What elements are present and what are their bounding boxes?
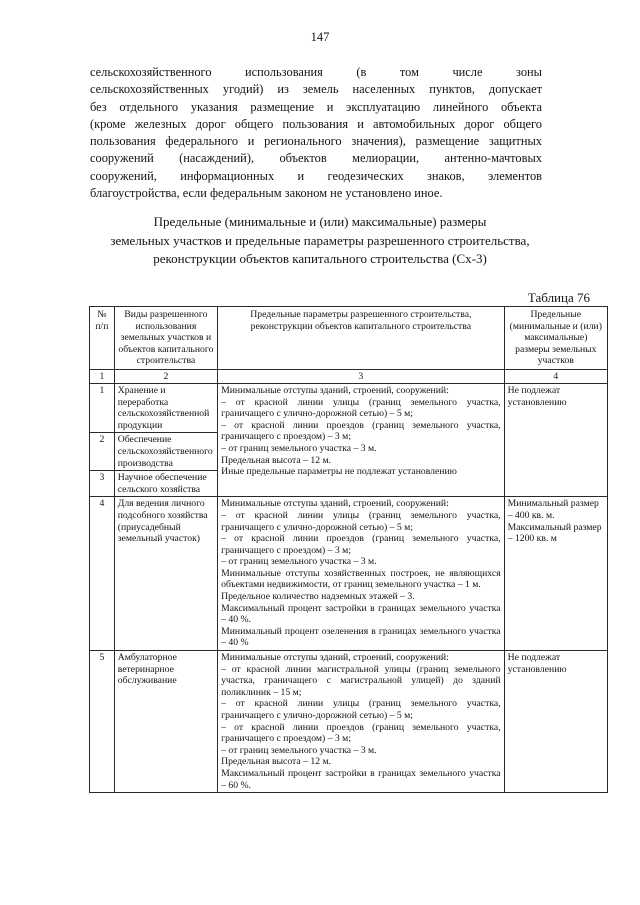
row-num: 1 <box>90 383 115 432</box>
param-line: – от границ земельного участка – 3 м. <box>221 744 377 756</box>
row-kind: Обеспечение сельскохозяйственного производства <box>114 433 217 471</box>
table-row <box>90 497 608 651</box>
intro-line: сооружений (насаждений), объектов мелиорации, антенно-мачтовых <box>90 151 542 166</box>
param-line: Минимальные отступы хозяйственных построек, не являющихся объектами недвижимости, от границ земельного участка – 1 м. <box>221 567 501 591</box>
header-num: № п/п <box>90 307 115 370</box>
param-line: Иные предельные параметры не подлежат установлению <box>221 466 457 478</box>
row-params <box>218 497 505 651</box>
param-line: Минимальные отступы зданий, строений, сооружений: <box>221 498 449 510</box>
intro-line: пользования федерального и регионального значения), размещение защитных <box>90 134 542 149</box>
row-num: 4 <box>90 497 115 651</box>
row-kind: Хранение и переработка сельскохозяйственной продукции <box>114 383 217 432</box>
row-params <box>218 651 505 793</box>
table-header-row <box>90 307 608 370</box>
row-num: 3 <box>90 471 115 497</box>
table-label: Таблица 76 <box>527 290 590 305</box>
regulations-table <box>89 306 608 793</box>
heading-line: земельных участков и предельные параметры разрешенного строительства, <box>110 232 530 248</box>
intro-paragraph <box>90 64 542 202</box>
intro-line: сельскохозяйственного использования (в том числе зоны <box>90 65 542 79</box>
intro-line: (кроме железных дорог общего пользования и автомобильных дорог общего <box>90 116 542 131</box>
header-sizes: Предельные (минимальные и (или) максимальные) размеры земельных участков <box>504 307 607 370</box>
param-line: Предельная высота – 12 м. <box>221 756 332 768</box>
param-line: – от красной линии проездов (границ земельного участка, граничащего с проездом) – 3 м; <box>221 533 501 556</box>
page-number: 147 <box>310 30 330 44</box>
param-line: – от красной линии магистральной улицы (границ земельного участка, граничащего с магистральной улицей) до зданий поликлиник – 15 м; <box>221 663 501 698</box>
intro-line: сельскохозяйственных угодий) из земель населенных пунктов, допускает <box>90 82 542 97</box>
row-sizes: Не подлежат установлению <box>504 383 607 496</box>
param-line: – от красной линии проездов (границ земельного участка, граничащего с проездом) – 3 м; <box>221 721 501 745</box>
row-num: 5 <box>90 651 115 793</box>
row-kind: Амбулаторное ветеринарное обслуживание <box>114 651 217 793</box>
param-line: – от границ земельного участка – 3 м. <box>221 556 377 568</box>
size-line: Максимальный размер – 1200 кв. м <box>507 521 602 545</box>
heading-line: Предельные (минимальные и (или) максимальные) размеры <box>153 214 487 229</box>
row-params <box>218 383 505 496</box>
row-kind: Научное обеспечение сельского хозяйства <box>114 471 217 497</box>
row-sizes <box>504 497 607 651</box>
section-heading <box>60 213 580 269</box>
table-row <box>90 383 608 432</box>
heading-line: реконструкции объектов капитального строительства (Сх-3) <box>153 251 487 266</box>
param-line: – от красной линии улицы (границ земельного участка, граничащего с улично-дорожной сетью) – 5 м; <box>221 509 501 533</box>
param-line: Максимальный процент застройки в границах земельного участка – 40 %. <box>221 602 501 626</box>
size-line: Минимальный размер – 400 кв. м. <box>507 498 599 521</box>
intro-line: сооружений, информационных и геодезических знаков, элементов <box>90 168 542 183</box>
index-cell: 2 <box>114 369 217 383</box>
row-sizes <box>504 651 607 793</box>
size-line: Не подлежат установлению <box>507 652 567 675</box>
param-line: Предельная высота – 12 м. <box>221 454 332 466</box>
param-line: Минимальный процент озеленения в границах земельного участка – 40 % <box>221 625 501 649</box>
param-line: – от границ земельного участка – 3 м. <box>221 442 377 454</box>
param-line: – от красной линии улицы (границ земельного участка, граничащего с улично-дорожной сетью) – 5 м; <box>221 698 501 721</box>
param-line: – от красной линии проездов (границ земельного участка, граничащего с проездом) – 3 м; <box>221 419 501 443</box>
intro-line: без отдельного указания размещение и эксплуатацию линейного объекта <box>90 99 542 114</box>
index-cell: 4 <box>504 369 607 383</box>
table-row <box>90 651 608 793</box>
header-params: Предельные параметры разрешенного строительства, реконструкции объектов капитального строительства <box>218 307 505 370</box>
param-line: Минимальные отступы зданий, строений, сооружений: <box>221 652 449 664</box>
header-kind: Виды разрешенного использования земельных участков и объектов капитального строительства <box>114 307 217 370</box>
index-cell: 1 <box>90 369 115 383</box>
param-line: Минимальные отступы зданий, строений, сооружений: <box>221 384 449 396</box>
param-line: – от красной линии улицы (границ земельного участка, граничащего с улично-дорожной сетью) – 5 м; <box>221 396 501 420</box>
index-cell: 3 <box>218 369 505 383</box>
row-kind: Для ведения личного подсобного хозяйства (приусадебный земельный участок) <box>114 497 217 651</box>
intro-line: благоустройства, если федеральным законом не установлено иное. <box>90 186 443 201</box>
table-index-row <box>90 369 608 383</box>
row-num: 2 <box>90 433 115 471</box>
param-line: Предельное количество надземных этажей – 3. <box>221 591 415 603</box>
param-line: Максимальный процент застройки в границах земельного участка – 60 %. <box>221 767 501 791</box>
